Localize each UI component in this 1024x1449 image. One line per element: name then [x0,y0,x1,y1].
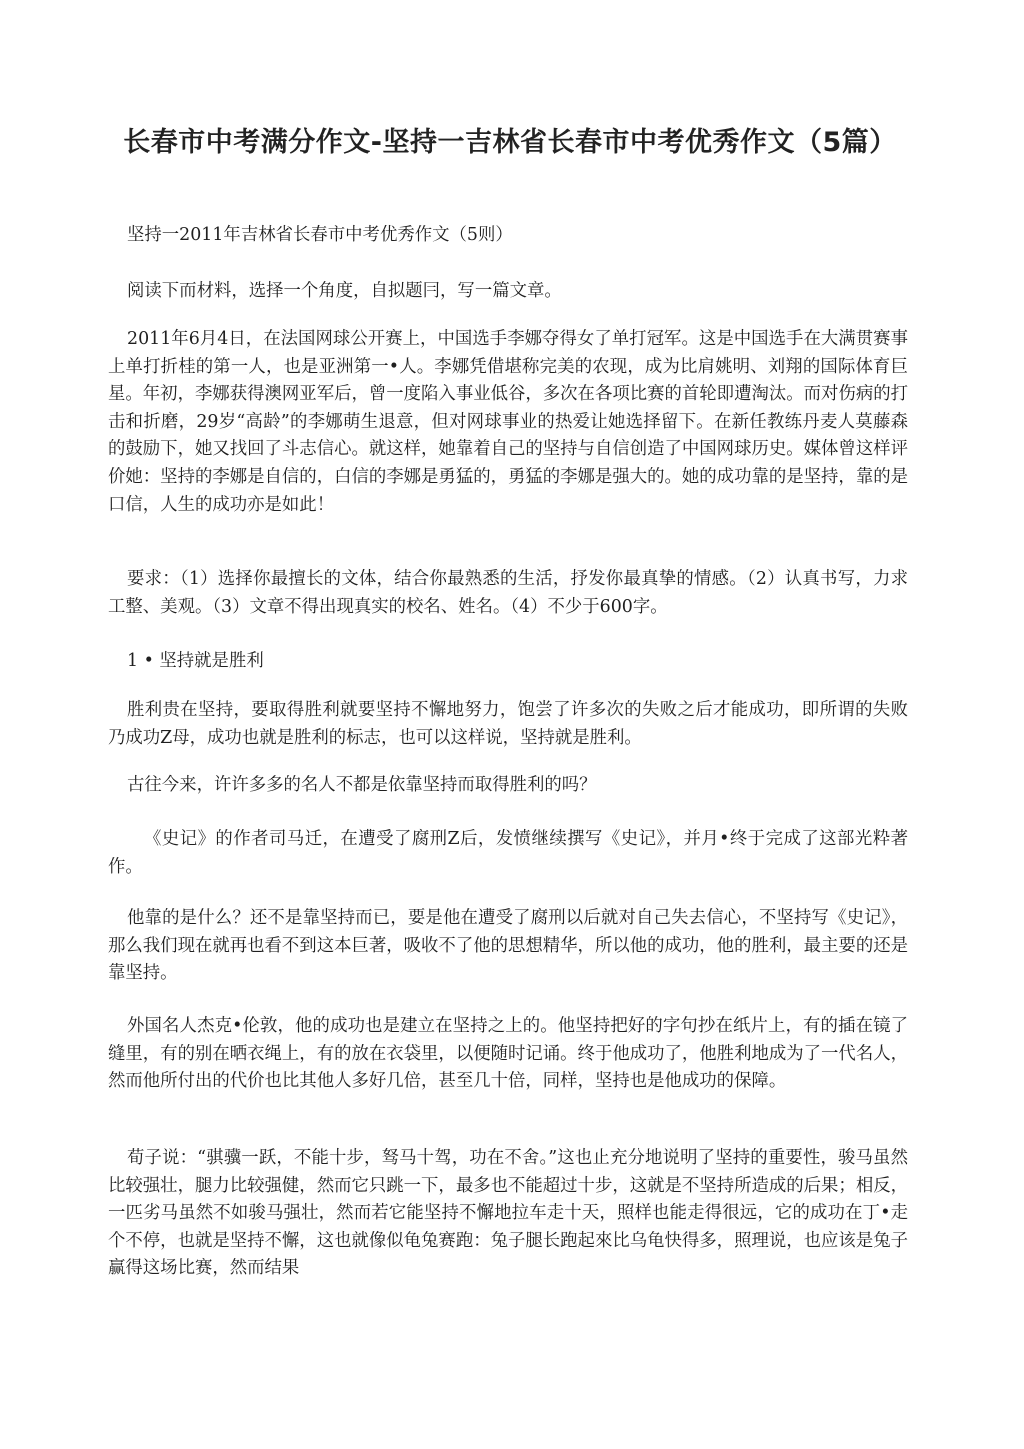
material-paragraph: 2011年6月4日，在法国网球公开赛上，中国选手李娜夺得女了单打冠军。这是中国选手在大满贯赛事上单打折桂的第一人，也是亚洲第一•人。李娜凭借堪称完美的农现，成为比肩姚明、刘翔的国际体育巨星。年初，李娜获得澳网亚军后，曾一度陷入事业低谷，多次在各项比赛的首轮即遭淘汰。而对伤病的打击和折磨，29岁“高龄”的李娜萌生退意，但对网球事业的热爱让她选择留下。在新任教练丹麦人莫藤森的鼓励下，她又找回了斗志信心。就这样，她靠着自己的坚持与自信创造了中国网球历史。媒体曾这样评价她：坚持的李娜是自信的，白信的李娜是勇猛的，勇猛的李娜是强大的。她的成功靠的是坚持，靠的是口信，人生的成功亦是如此！ [108,329,908,515]
essay-paragraph: 他靠的是什么？还不是靠坚持而已，要是他在遭受了腐刑以后就对自己失去信心，不坚持写《史记》，那么我们现在就再也看不到这本巨著，吸收不了他的思想精华，所以他的成功，他的胜利，最主要的还是靠坚持。 [108,908,908,984]
essay-paragraph: 胜利贵在坚持，要取得胜利就要坚持不懈地努力，饱尝了许多次的失败之后才能成功，即所谓的失败乃成功Z母，成功也就是胜利的标志，也可以这样说，坚持就是胜利。 [108,700,908,748]
document-title: 长春市中考满分作文-坚持一吉林省长春市中考优秀作文（5篇） [123,127,897,158]
essay-paragraph: 《史记》的作者司马迁，在遭受了腐刑Z后，发愤继续撰写《史记》，并月•终于完成了这部光粋著作。 [108,829,908,877]
essay-paragraph: 外国名人杰克•伦敦，他的成功也是建立在坚持之上的。他坚持把好的字句抄在纸片上，有的插在镜了缝里，有的别在晒衣绳上，有的放在衣袋里，以便随时记诵。终于他成功了，他胜利地成为了一代名人，然而他所付出的代价也比其他人多好几倍，甚至几十倍，同样，坚持也是他成功的保障。 [108,1016,908,1092]
subtitle: 坚持一2011年吉林省长春市中考优秀作文（5则） [127,225,513,245]
essay-paragraph: 古往今来，许许多多的名人不都是依靠坚持而取得胜利的吗？ [127,775,597,795]
instruction-paragraph: 阅读下而材料，选择一个角度，自拟题冃，写一篇文章。 [127,281,562,301]
essay-heading: 1 • 坚持就是胜利 [127,651,264,671]
essay-paragraph: 荀子说：“骐骥一跃，不能十步，驽马十驾，功在不舍。”这也止充分地说明了坚持的重要性，骏马虽然比较强壮，腿力比较强健，然而它只跳一下，最多也不能超过十步，这就是不坚持所造成的后果；相反，一匹劣马虽然不如骏马强壮，然而若它能坚持不懈地拉车走十天，照样也能走得很远，它的成功在丁•走个不停，也就是坚持不懈，这也就像似龟兔赛跑：兔子腿长跑起來比乌龟快得多，照理说，也应该是兔子赢得这场比赛，然而结果 [108,1148,908,1279]
requirements-paragraph: 要求：（1）选择你最擅长的文体，结合你最熟悉的生活，抒发你最真挚的情感。（2）认真书写，力求工整、美观。（3）文章不得出现真实的校名、姓名。（4）不少于600字。 [108,569,908,617]
